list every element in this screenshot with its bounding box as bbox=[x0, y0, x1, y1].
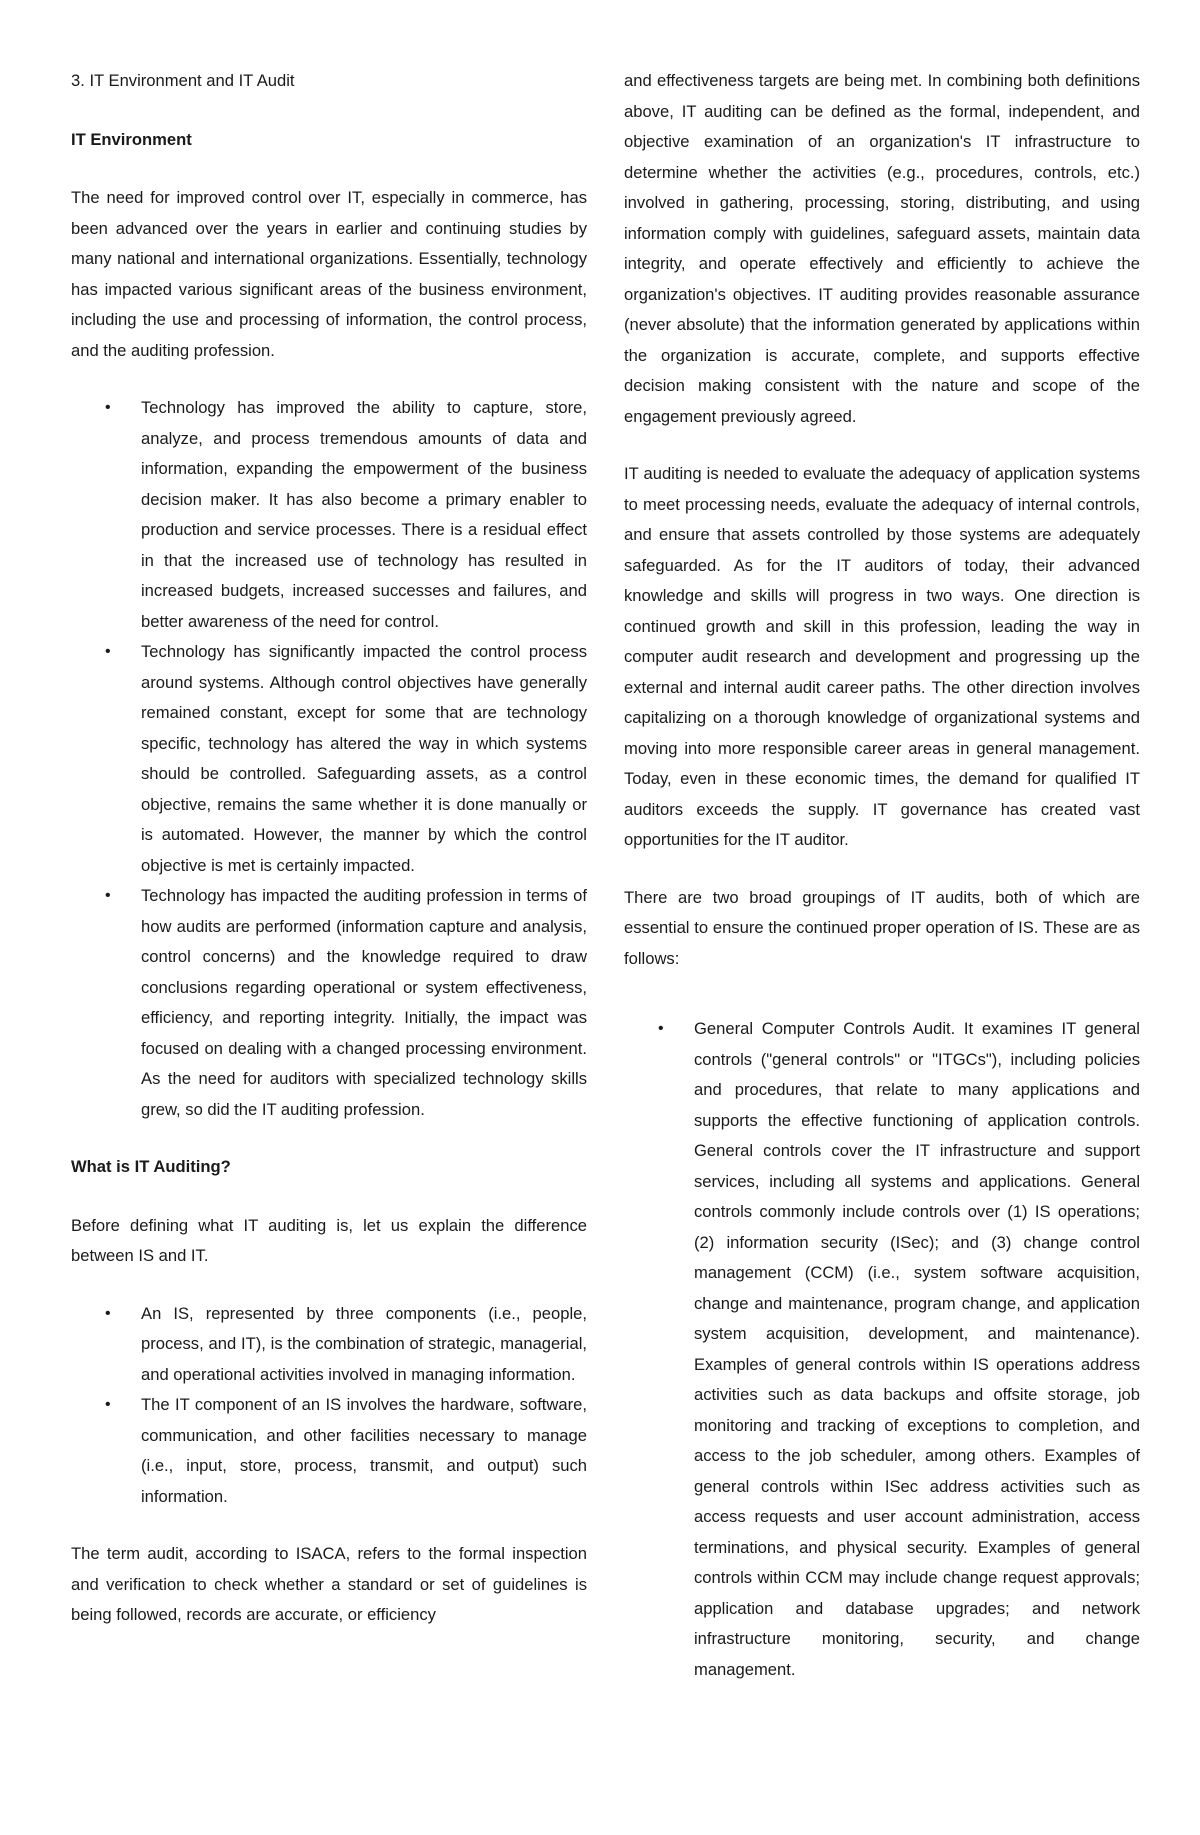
section-title: 3. IT Environment and IT Audit bbox=[71, 71, 295, 90]
bullet-icon: • bbox=[658, 1020, 664, 1037]
audit-term-continued-paragraph: and effectiveness targets are being met. In combining both definitions above, IT auditing can be defined as the formal, independent, and objective examination of an organization's IT infrastructure to determine whether the activities (e.g., procedures, controls, etc.) involved in gathering, processing, storing, distributing, and using information comply with guidelines, safeguard assets, maintain data integrity, and operate effectively and efficiently to achieve the organization's objectives. IT auditing provides reasonable assurance (never absolute) that the information generated by applications within the organization is accurate, complete, and supports effective decision making consistent with the nature and scope of the engagement previously agreed. bbox=[624, 71, 1140, 426]
audit-term-paragraph: The term audit, according to ISACA, refers to the formal inspection and verification to check whether a standard or set of guidelines is being followed, records are accurate, or efficiency bbox=[71, 1544, 587, 1624]
left-column bbox=[71, 66, 587, 1835]
list-item bbox=[658, 1014, 1140, 1685]
list-item bbox=[105, 1390, 587, 1512]
bullet-icon: • bbox=[105, 643, 111, 660]
audit-types-bullet-list bbox=[624, 1014, 1140, 1685]
list-item-text: An IS, represented by three components (i.e., people, process, and IT), is the combination of strategic, managerial, and operational activities involved in managing information. bbox=[141, 1303, 587, 1384]
bullet-icon: • bbox=[105, 887, 111, 904]
list-item-text: Technology has significantly impacted the control process around systems. Although control objectives have generally remained constant, except for some that are technology specific, technology has altered the way in which systems should be controlled. Safeguarding assets, as a control objective, remains the same whether it is done manually or is automated. However, the manner by which the control objective is met is certainly impacted. bbox=[141, 642, 587, 875]
list-item bbox=[105, 393, 587, 637]
intro-paragraph: The need for improved control over IT, especially in commerce, has been advanced over the years in earlier and continuing studies by many national and international organizations. Essentially, technology has impacted various significant areas of the business environment, including the use and processing of information, the control process, and the auditing profession. bbox=[71, 188, 587, 360]
list-item-text: General Computer Controls Audit. It examines IT general controls ("general controls" or "ITGCs"), including policies and procedures, that relate to many applications and supports the effective functioning of application controls. General controls cover the IT infrastructure and support services, including all systems and applications. General controls commonly include controls over (1) IS operations; (2) information security (ISec); and (3) change control management (CCM) (i.e., system software acquisition, change and maintenance, program change, and application system acquisition, development, and maintenance). Examples of general controls within IS operations address activities such as data backups and offsite storage, job monitoring and tracking of exceptions to completion, and access to the job scheduler, among others. Examples of general controls within ISec address activities such as access requests and user account administration, access terminations, and physical security. Examples of general controls within CCM may include change request approvals; application and database upgrades; and network infrastructure monitoring, security, and change management. bbox=[694, 1019, 1140, 1679]
audit-groupings-paragraph: There are two broad groupings of IT audits, both of which are essential to ensure the continued proper operation of IS. These are as follows: bbox=[624, 887, 1140, 968]
bullet-icon: • bbox=[105, 1304, 111, 1322]
list-item-text: Technology has impacted the auditing profession in terms of how audits are performed (information capture and analysis, control concerns) and the knowledge required to draw conclusions regarding operational or system effectiveness, efficiency, and reporting integrity. Initially, the impact was focused on dealing with a changed processing environment. As the need for auditors with specialized technology skills grew, so did the IT auditing profession. bbox=[141, 886, 587, 1119]
list-item bbox=[105, 881, 587, 1125]
before-defining-paragraph: Before defining what IT auditing is, let us explain the difference between IS and IT. bbox=[71, 1215, 587, 1265]
list-item-text: Technology has improved the ability to capture, store, analyze, and process tremendous amounts of data and information, expanding the empowerment of the business decision maker. It has also become a primary enabler to production and service processes. There is a residual effect in that the increased use of technology has resulted in increased budgets, increased successes and failures, and better awareness of the need for control. bbox=[141, 398, 587, 631]
bullet-icon: • bbox=[105, 399, 111, 416]
heading-what-is-it-auditing: What is IT Auditing? bbox=[71, 1157, 231, 1176]
list-item-text: The IT component of an IS involves the hardware, software, communication, and other facilities necessary to manage (i.e., input, store, process, transmit, and output) such information. bbox=[141, 1395, 587, 1506]
bullet-icon: • bbox=[105, 1396, 111, 1413]
list-item bbox=[105, 1299, 587, 1391]
is-it-bullet-list bbox=[71, 1299, 587, 1513]
right-column bbox=[624, 66, 1140, 1835]
heading-it-environment: IT Environment bbox=[71, 129, 192, 149]
it-auditing-needed-paragraph: IT auditing is needed to evaluate the adequacy of application systems to meet processing needs, evaluate the adequacy of internal controls, and ensure that assets controlled by those systems are adequately safeguarded. As for the IT auditors of today, their advanced knowledge and skills will progress in two ways. One direction is continued growth and skill in this profession, leading the way in computer audit research and development and progressing up the external and internal audit career paths. The other direction involves capitalizing on a thorough knowledge of organizational systems and moving into more responsible career areas in general management. Today, even in these economic times, the demand for qualified IT auditors exceeds the supply. IT governance has created vast opportunities for the IT auditor. bbox=[624, 464, 1140, 849]
technology-bullet-list bbox=[71, 393, 587, 1125]
list-item bbox=[105, 637, 587, 881]
